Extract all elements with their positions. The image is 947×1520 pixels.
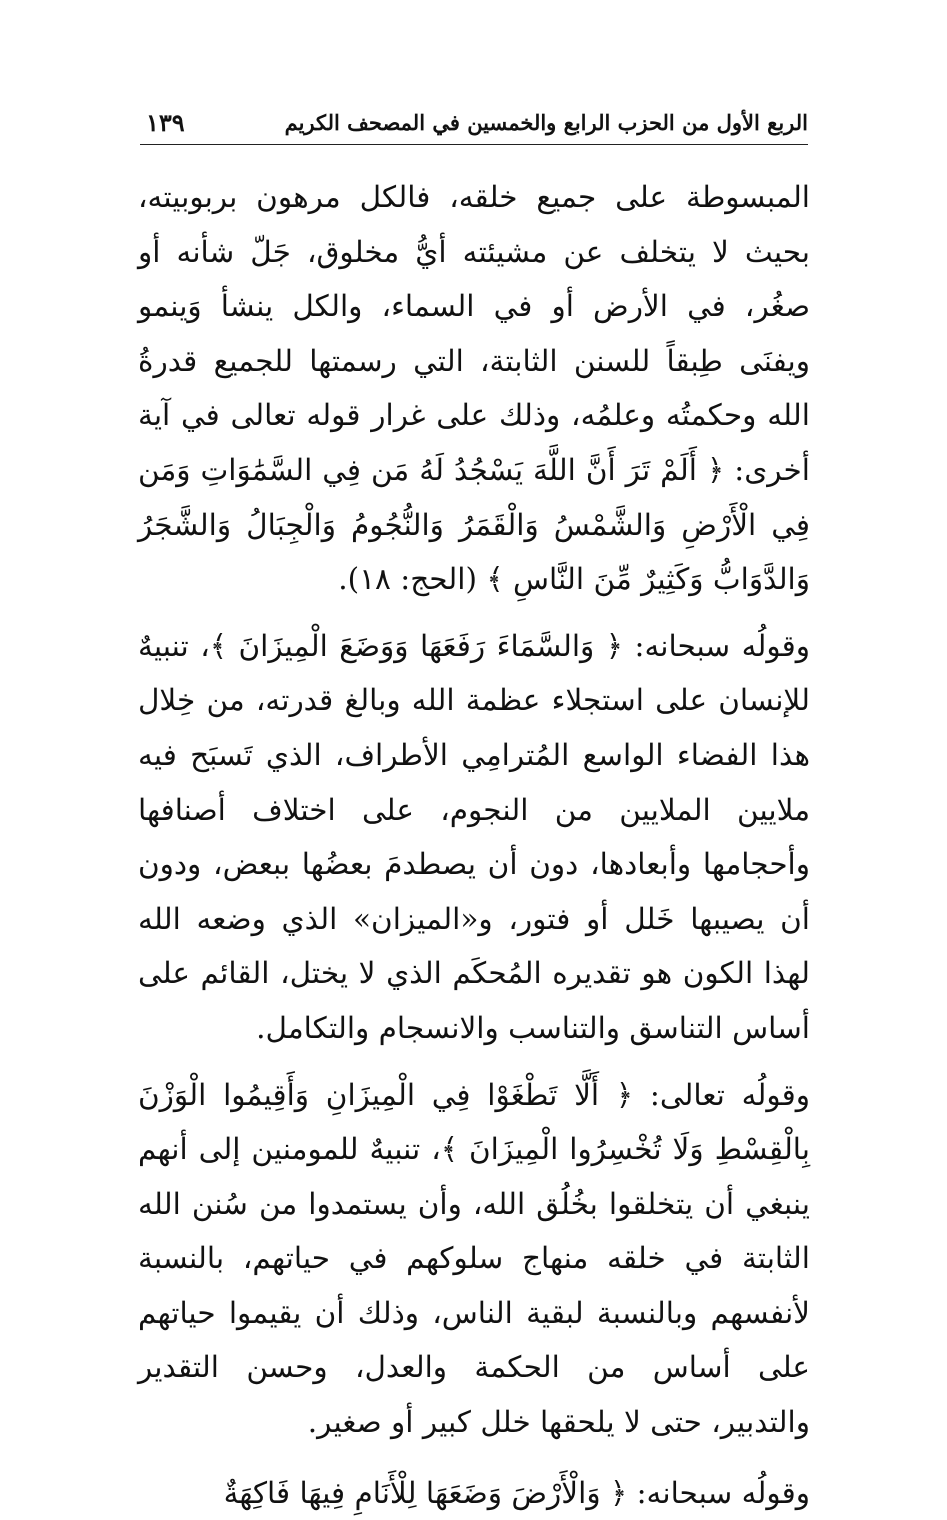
paragraph: المبسوطة على جميع خلقه، فالكل مرهون بربوبيته، بحيث لا يتخلف عن مشيئته أيُّ مخلوق، جَلّ شأنه أو صغُر، في الأرض أو في السماء، والكل ينشأ وَينمو ويفنَى طِبقاً للسنن الثابتة، التي رسمتها للجميع قدرةُ الله وحكمتُه وعلمُه، وذلك على غرار قوله تعالى في آية أخرى: ﴿ أَلَمْ تَرَ أَنَّ اللَّهَ يَسْجُدُ لَهُ مَن فِي السَّمَٰوَاتِ وَمَن فِي الْأَرْضِ وَالشَّمْسُ وَالْقَمَرُ وَالنُّجُومُ وَالْجِبَالُ وَالشَّجَرُ وَالدَّوَابُّ وَكَثِيرٌ مِّنَ النَّاسِ ﴾ (الحج: ١٨). xyxy=(138,180,810,597)
body-text xyxy=(138,170,810,1520)
running-title: الربع الأول من الحزب الرابع والخمسين في المصحف الكريم xyxy=(284,110,808,135)
page-number: ١٣٩ xyxy=(146,108,185,137)
running-header xyxy=(140,104,808,145)
paragraph: وقولُه تعالى: ﴿ أَلَّا تَطْغَوْا فِي الْمِيزَانِ وَأَقِيمُوا الْوَزْنَ بِالْقِسْطِ وَلَا تُخْسِرُوا الْمِيزَانَ ﴾، تنبيهٌ للمومنين إلى أنهم ينبغي أن يتخلقوا بخُلُق الله، وأن يستمدوا من سُنن الله الثابتة في خلقه منهاج سلوكهم في حياتهم، بالنسبة لأنفسهم وبالنسبة لبقية الناس، وذلك أن يقيموا حياتهم على أساس من الحكمة والعدل، وحسن التقدير والتدبير، حتى لا يلحقها خلل كبير أو صغير. xyxy=(138,1077,810,1440)
paragraph: وقولُه سبحانه: ﴿ وَالسَّمَاءَ رَفَعَهَا وَوَضَعَ الْمِيزَانَ ﴾، تنبيهٌ للإنسان على استجلاء عظمة الله وبالغ قدرته، من خِلال هذا الفضاء الواسع المُترامِي الأطراف، الذي تَسبَح فيه ملايين الملايين من النجوم، على اختلاف أصنافها وأحجامها وأبعادها، دون أن يصطدمَ بعضُها ببعض، ودون أن يصيبها خَلل أو فتور، و«الميزان» الذي وضعه الله لهذا الكون هو تقديره المُحكَم الذي لا يختل، القائم على أساس التناسق والتناسب والانسجام والتكامل. xyxy=(138,628,810,1045)
paragraph: وقولُه سبحانه: ﴿ وَالْأَرْضَ وَضَعَهَا لِلْأَنَامِ فِيهَا فَاكِهَةٌ xyxy=(223,1475,810,1510)
